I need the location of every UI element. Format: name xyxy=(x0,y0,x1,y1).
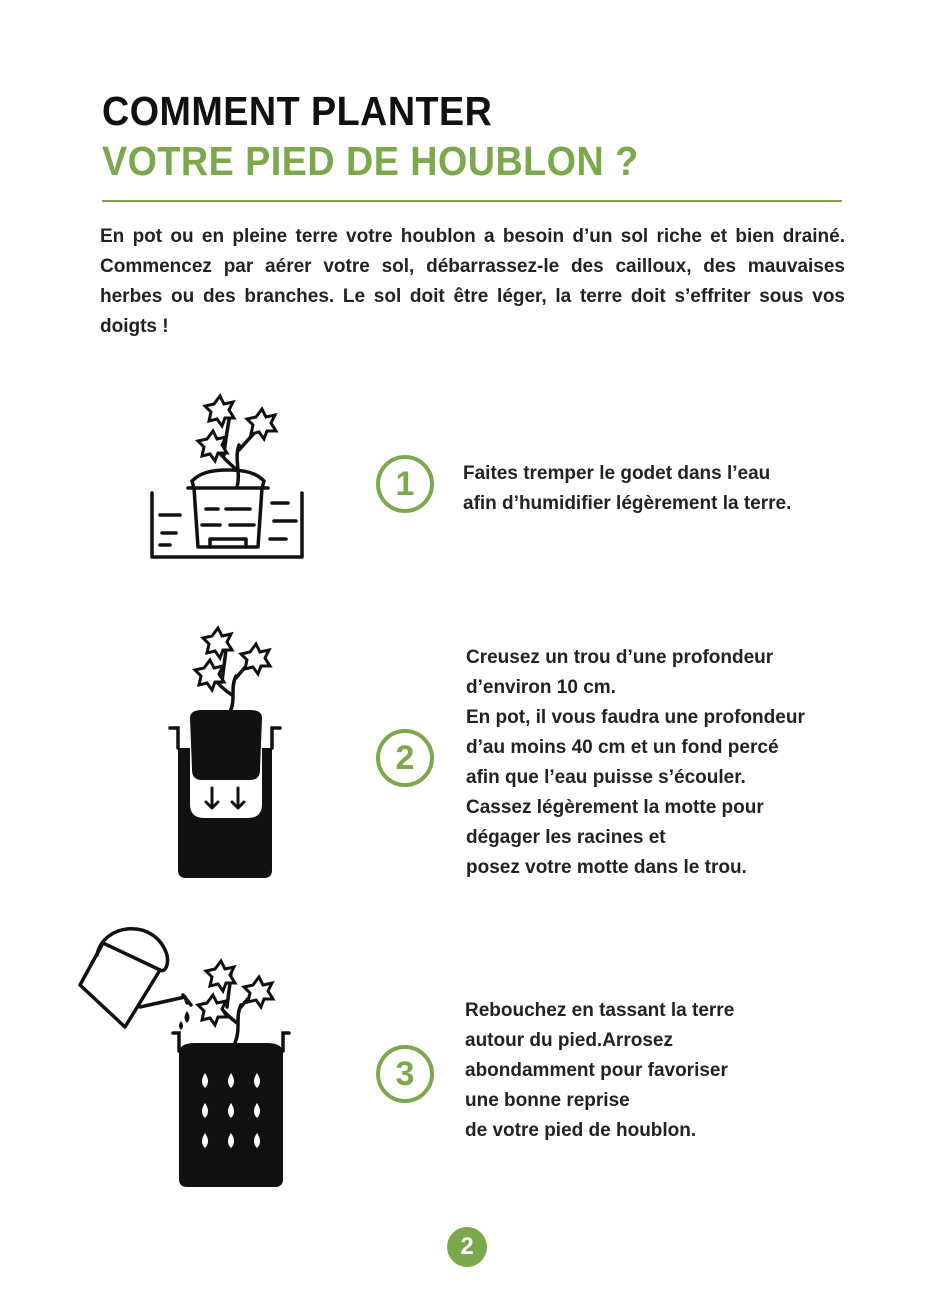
step-2-line: afin que l’eau puisse s’écouler. xyxy=(466,767,746,788)
step-3-text xyxy=(465,996,734,1146)
step-2-line: d’au moins 40 cm et un fond percé xyxy=(466,737,779,758)
plant-into-hole-icon xyxy=(150,620,300,885)
step-1-text xyxy=(463,459,791,519)
step-2-number-badge: 2 xyxy=(376,729,434,787)
page-number-badge: 2 xyxy=(447,1227,487,1267)
step-2-line: dégager les racines et xyxy=(466,827,666,848)
step-2-line: Cassez légèrement la motte pour xyxy=(466,797,764,818)
watering-can-icon xyxy=(75,915,305,1195)
title-divider xyxy=(102,200,842,202)
step-1-line: afin d’humidifier légèrement la terre. xyxy=(463,493,792,514)
title-line-2: VOTRE PIED DE HOUBLON ? xyxy=(102,138,639,184)
step-3-line: Rebouchez en tassant la terre xyxy=(465,1000,735,1021)
step-3-line: autour du pied.Arrosez xyxy=(465,1030,673,1051)
step-2-text xyxy=(466,643,805,883)
title-line-1: COMMENT PLANTER xyxy=(102,88,493,134)
step-2-line: posez votre motte dans le trou. xyxy=(466,857,747,878)
step-2-line: En pot, il vous faudra une profondeur xyxy=(466,707,805,728)
step-3-line: une bonne reprise xyxy=(465,1090,630,1111)
pot-soaking-in-water-icon xyxy=(140,385,315,565)
step-3-line: abondamment pour favoriser xyxy=(465,1060,728,1081)
step-2-line: d’environ 10 cm. xyxy=(466,677,616,698)
intro-paragraph: En pot ou en pleine terre votre houblon a besoin d’un sol riche et bien drainé. Commencez par aérer votre sol, débarrassez-le des cailloux, des mauvaises herbes ou des branches. Le sol doit être léger, la terre doit s’effriter sous vos doigts ! xyxy=(100,226,845,337)
step-3-line: de votre pied de houblon. xyxy=(465,1120,697,1141)
step-1-line: Faites tremper le godet dans l’eau xyxy=(463,463,771,484)
step-2-line: Creusez un trou d’une profondeur xyxy=(466,647,774,668)
step-3-number-badge: 3 xyxy=(376,1045,434,1103)
step-1-number-badge: 1 xyxy=(376,455,434,513)
